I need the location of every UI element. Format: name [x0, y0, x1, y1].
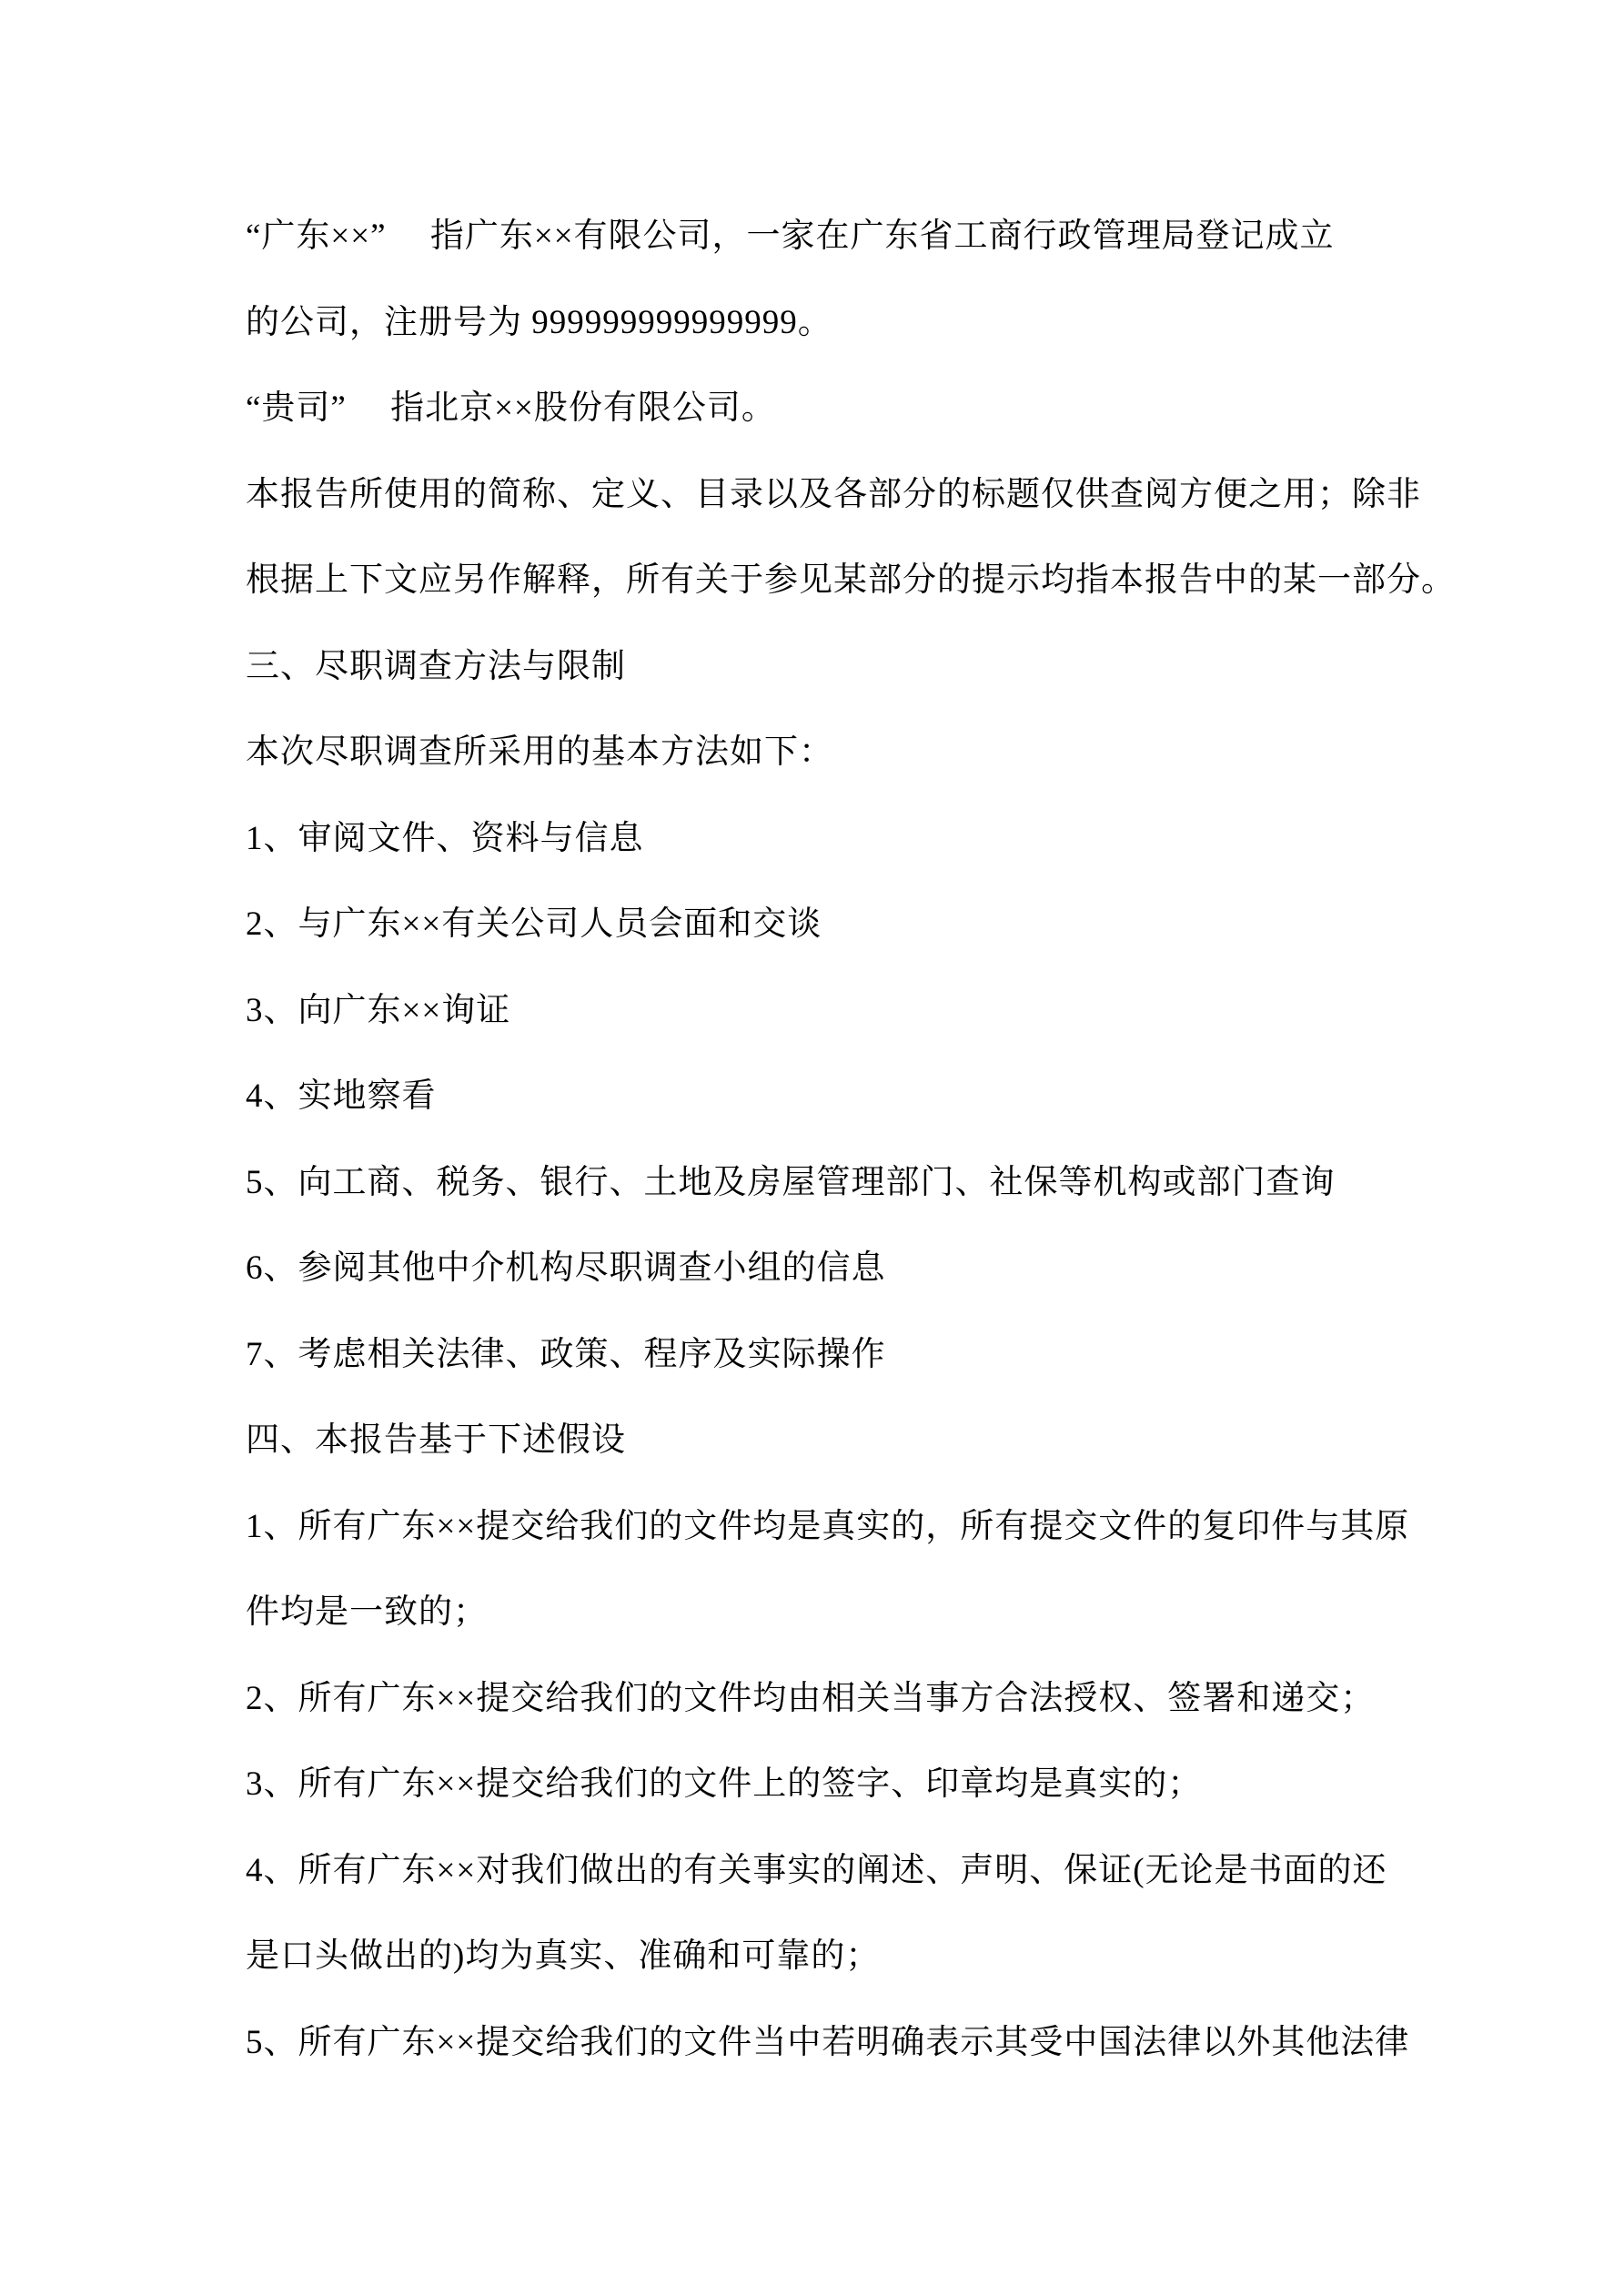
paragraph-line: 本报告所使用的简称、定义、目录以及各部分的标题仅供查阅方便之用；除非	[246, 475, 1421, 513]
list-item-assumption-1: 1、所有广东××提交给我们的文件均是真实的，所有提交文件的复印件与其原	[246, 1507, 1410, 1545]
list-item-assumption-5: 5、所有广东××提交给我们的文件当中若明确表示其受中国法律以外其他法律	[246, 2023, 1410, 2061]
list-item-assumption-4: 4、所有广东××对我们做出的有关事实的阐述、声明、保证(无论是书面的还	[246, 1851, 1387, 1889]
document-body	[246, 194, 1456, 2086]
list-item-assumption-3: 3、所有广东××提交给我们的文件上的签字、印章均是真实的；	[246, 1765, 1203, 1803]
section-heading-4: 四、本报告基于下述假设	[246, 1421, 626, 1459]
list-item-method-7: 7、考虑相关法律、政策、程序及实际操作	[246, 1335, 886, 1373]
list-item-method-5: 5、向工商、税务、银行、土地及房屋管理部门、社保等机构或部门查询	[246, 1163, 1336, 1201]
paragraph-line: 本次尽职调查所采用的基本方法如下：	[246, 733, 833, 771]
list-item-method-2: 2、与广东××有关公司人员会面和交谈	[246, 905, 822, 943]
list-item-method-6: 6、参阅其他中介机构尽职调查小组的信息	[246, 1249, 886, 1287]
list-item-method-4: 4、实地察看	[246, 1077, 437, 1115]
list-item-assumption-2: 2、所有广东××提交给我们的文件均由相关当事方合法授权、签署和递交；	[246, 1679, 1376, 1717]
list-item-method-1: 1、审阅文件、资料与信息	[246, 819, 644, 857]
definition-line-guangdong: “广东××” 指广东××有限公司，一家在广东省工商行政管理局登记成立	[246, 217, 1335, 255]
list-item-method-3: 3、向广东××询证	[246, 991, 511, 1029]
definition-line-your-company: “贵司” 指北京××股份有限公司。	[246, 389, 776, 427]
list-item-assumption-1-cont: 件均是一致的；	[246, 1593, 488, 1631]
list-item-assumption-4-cont: 是口头做出的)均为真实、准确和可靠的；	[246, 1937, 881, 1975]
section-heading-3: 三、尽职调查方法与限制	[246, 647, 626, 685]
paragraph-line: 根据上下文应另作解释，所有关于参见某部分的提示均指本报告中的某一部分。	[246, 561, 1456, 599]
definition-line-registration-number: 的公司，注册号为 999999999999999。	[246, 303, 832, 341]
